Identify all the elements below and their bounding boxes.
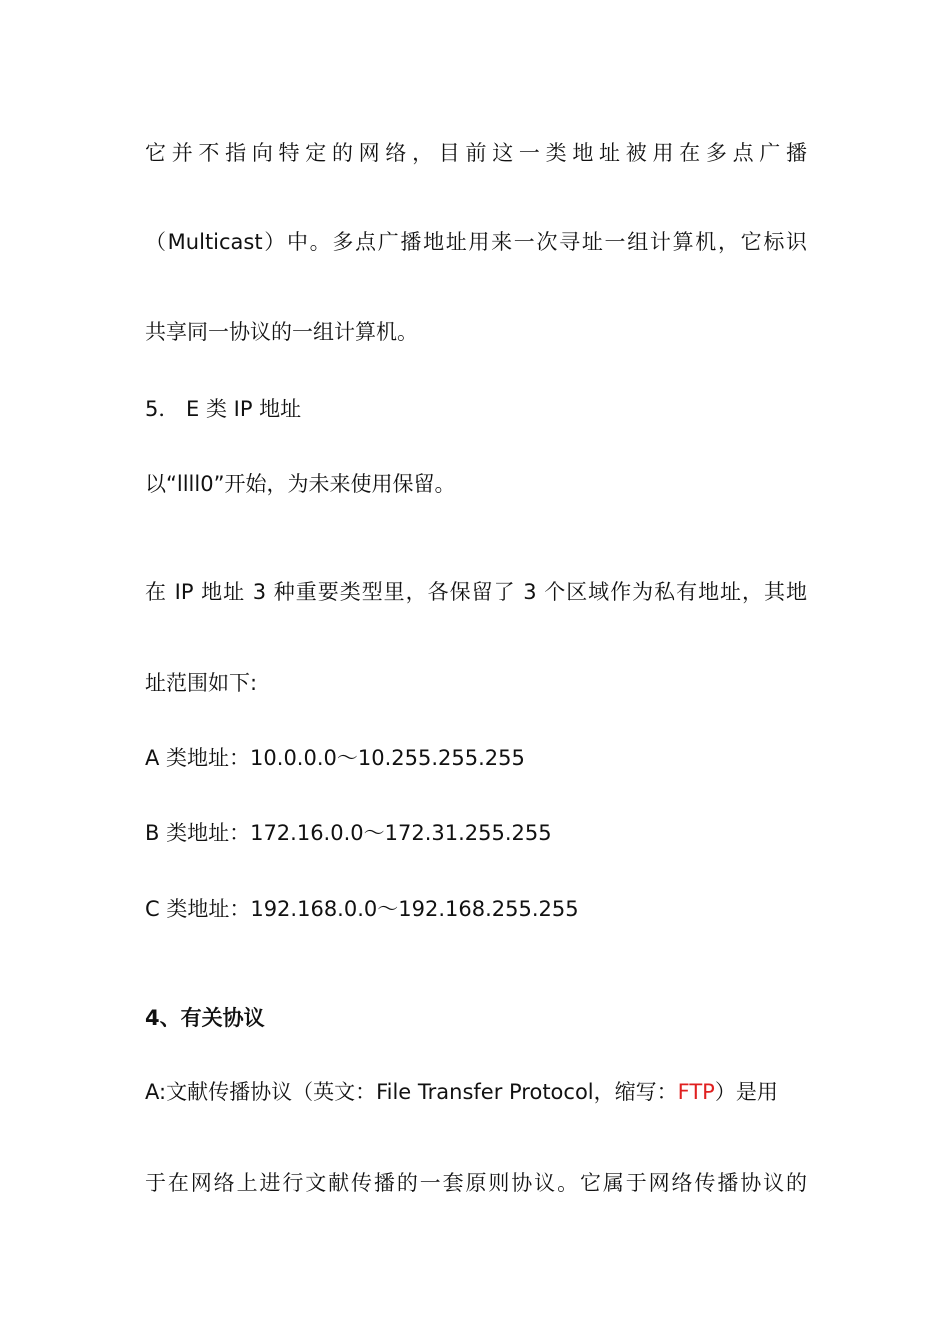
section-heading: 4、有关协议 xyxy=(145,1006,265,1030)
ftp-paragraph-line-2: 于在网络上进行文献传播的一套原则协议。它属于网络传播协议的 xyxy=(145,1171,807,1195)
multicast-paragraph-line-1: 它并不指向特定的网络，目前这一类地址被用在多点广播 xyxy=(145,141,807,165)
class-e-description: 以“llll0”开始，为未来使用保留。 xyxy=(145,472,456,496)
private-address-paragraph-line-2: 址范围如下: xyxy=(145,671,258,695)
class-e-heading: 5． E 类 IP 地址 xyxy=(145,397,302,421)
multicast-paragraph-line-2: （Multicast）中。多点广播地址用来一次寻址一组计算机，它标识 xyxy=(145,230,807,254)
class-c-private-range: C 类地址：192.168.0.0～192.168.255.255 xyxy=(145,897,579,921)
ftp-definition-suffix: ）是用 xyxy=(714,1080,778,1104)
ftp-paragraph-line-1 xyxy=(145,1077,807,1107)
ftp-abbreviation: FTP xyxy=(677,1080,715,1104)
ftp-definition-prefix: A:文献传播协议（英文：File Transfer Protocol，缩写： xyxy=(145,1080,678,1104)
private-address-paragraph-line-1: 在 IP 地址 3 种重要类型里，各保留了 3 个区域作为私有地址，其地 xyxy=(145,580,807,604)
class-a-private-range: A 类地址：10.0.0.0～10.255.255.255 xyxy=(145,746,525,770)
multicast-paragraph-line-3: 共享同一协议的一组计算机。 xyxy=(145,320,418,344)
class-b-private-range: B 类地址：172.16.0.0～172.31.255.255 xyxy=(145,821,552,845)
